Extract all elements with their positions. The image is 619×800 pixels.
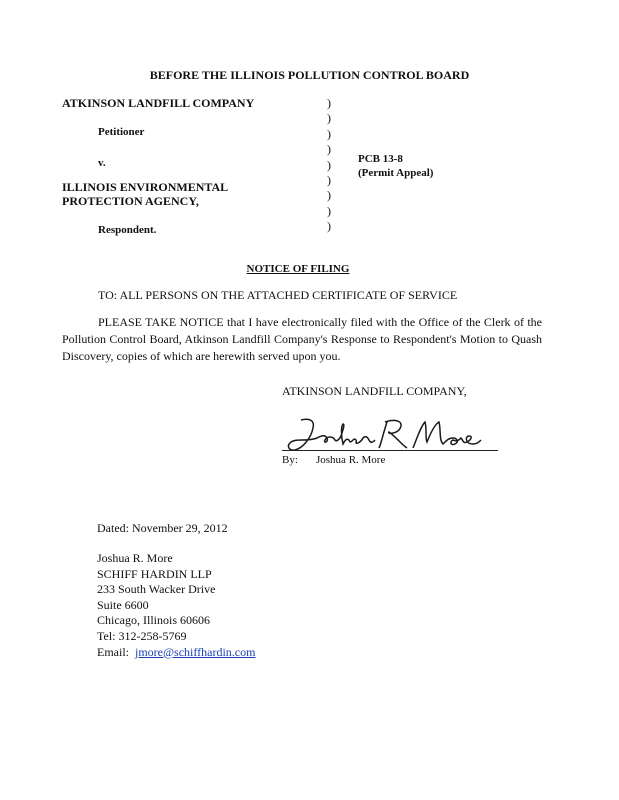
case-type: (Permit Appeal): [358, 167, 434, 179]
caption-brace: ): [327, 157, 331, 172]
contact-suite: Suite 6600: [97, 597, 149, 612]
caption-brace: ): [327, 219, 331, 234]
caption-brace: ): [327, 203, 331, 218]
signature-line: [282, 450, 498, 451]
contact-name: Joshua R. More: [97, 551, 173, 565]
respondent-role: Respondent.: [98, 224, 157, 236]
contact-email-label: Email:: [97, 644, 135, 659]
respondent-name-line1: ILLINOIS ENVIRONMENTAL: [62, 180, 229, 194]
notice-title: NOTICE OF FILING: [246, 263, 350, 275]
to-line: TO: ALL PERSONS ON THE ATTACHED CERTIFICATE OF SERVICE: [98, 288, 458, 302]
contact-firm: SCHIFF HARDIN LLP: [97, 566, 212, 581]
notice-body: [62, 314, 542, 365]
contact-block: [97, 551, 255, 660]
contact-street: 233 South Wacker Drive: [97, 582, 216, 597]
caption-brace: ): [327, 126, 331, 141]
caption-brace: ): [327, 142, 331, 157]
caption-brace-column: [327, 96, 331, 235]
signature-company: ATKINSON LANDFILL COMPANY,: [282, 384, 467, 398]
caption-brace: ): [327, 111, 331, 126]
contact-email-row: [97, 645, 255, 661]
petitioner-name: ATKINSON LANDFILL COMPANY: [62, 96, 255, 110]
versus-label: v.: [98, 157, 106, 169]
caption-brace: ): [327, 188, 331, 203]
signature-signer-name: Joshua R. More: [316, 454, 386, 466]
handwritten-signature: [283, 414, 483, 454]
case-number: PCB 13-8: [358, 153, 403, 165]
signature-by-label: By:: [282, 454, 298, 466]
respondent-name-line2: PROTECTION AGENCY,: [62, 194, 199, 208]
caption-brace: ): [327, 96, 331, 110]
contact-email-link[interactable]: jmore@schiffhardin.com: [135, 644, 256, 659]
petitioner-role: Petitioner: [98, 126, 145, 138]
dated-line: Dated: November 29, 2012: [97, 521, 228, 535]
caption-brace: ): [327, 173, 331, 188]
contact-tel: Tel: 312-258-5769: [97, 628, 187, 643]
notice-emphasis: PLEASE TAKE NOTICE: [98, 315, 224, 329]
contact-city: Chicago, Illinois 60606: [97, 613, 210, 628]
notice-text: that I have electronically filed with the Office of the Clerk of the Pollution Control Board, Atkinson Landfill Company's Response to Respondent's Motion to Quash Discovery, copies of which are herewith served upon you.: [62, 315, 542, 363]
document-heading: BEFORE THE ILLINOIS POLLUTION CONTROL BOARD: [149, 68, 470, 82]
